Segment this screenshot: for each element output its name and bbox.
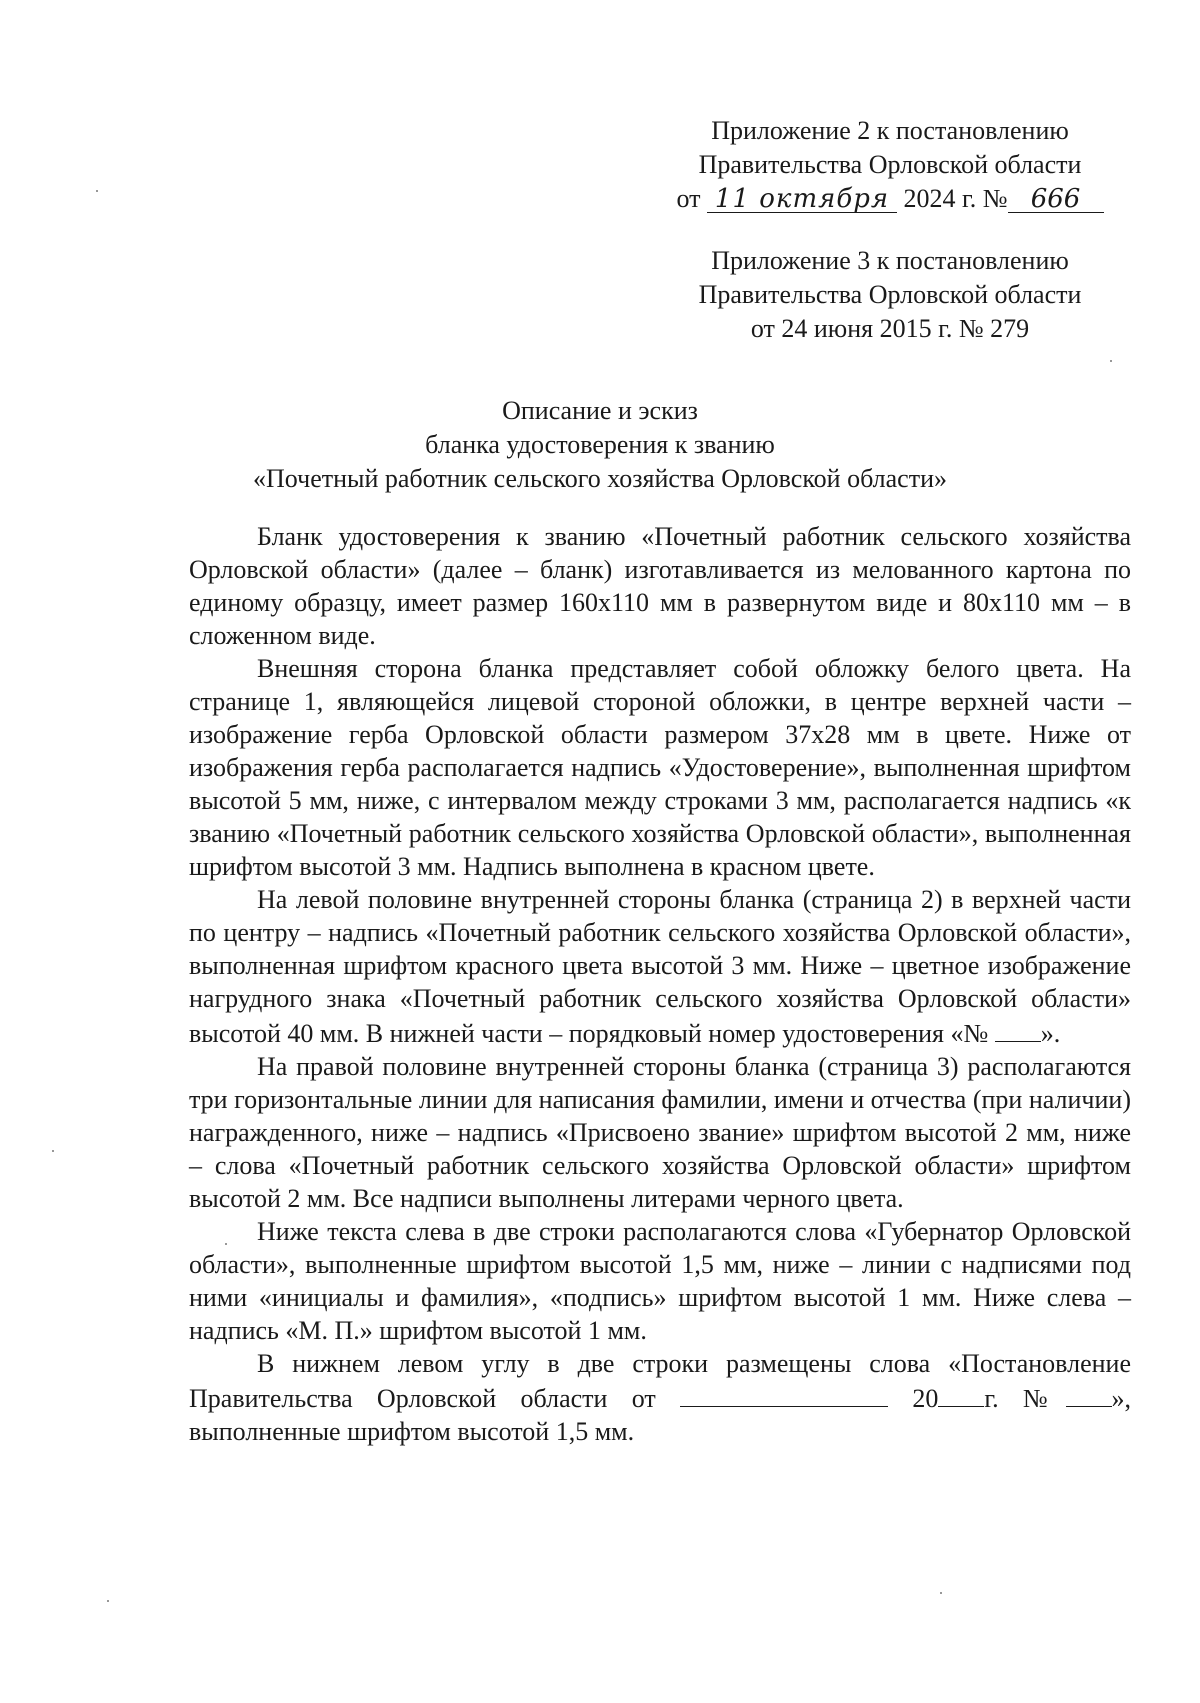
paragraph-2: Внешняя сторона бланка представляет собой обложку белого цвета. На странице 1, являющейся лицевой стороной обложки, в центре верхней части – изображение герба Орловской области размером 37х28 мм в цвете. Ниже от изображения герба располагается надпись «Удостоверение», выполненная шрифтом высотой 5 мм, ниже, с интервалом между строками 3 мм, располагается надпись «к званию «Почетный работник сельского хозяйства Орловской области», выполненная шрифтом высотой 3 мм. Надпись выполнена в красном цвете. xyxy=(189,654,1131,881)
scan-speck xyxy=(96,190,98,192)
appendix-3-line3: от 24 июня 2015 г. № 279 xyxy=(750,314,1030,343)
scan-speck xyxy=(52,1150,54,1152)
paragraph-6-end: », выполненные шрифтом высотой 1,5 мм. xyxy=(189,1384,1132,1446)
paragraph-6-year: 20 xyxy=(912,1384,939,1413)
appendix-3-line1: Приложение 3 к постановлению xyxy=(711,246,1069,275)
paragraph-3-end: ». xyxy=(1040,1019,1061,1048)
appendix-2-date-line xyxy=(660,182,1120,216)
document-title xyxy=(150,394,1050,496)
paragraph-6-text: В нижнем левом углу в две строки размещены слова «Постановление Правительства Орловской области от xyxy=(189,1349,1131,1413)
appendix-3-line2: Правительства Орловской области xyxy=(698,280,1082,309)
document-body xyxy=(189,520,1131,1448)
appendix-2-header xyxy=(660,114,1120,216)
paragraph-1: Бланк удостоверения к званию «Почетный работник сельского хозяйства Орловской области» (далее – бланк) изготавливается из мелованного картона по единому образцу, имеет размер 160х110 мм в развернутом виде и 80х110 мм – в сложенном виде. xyxy=(189,522,1131,650)
year-text: 2024 г. № xyxy=(903,184,1008,213)
appendix-2-line1: Приложение 2 к постановлению xyxy=(711,116,1069,145)
appendix-3-header xyxy=(660,244,1120,346)
year-blank-line xyxy=(938,1380,984,1407)
appendix-2-line2: Правительства Орловской области xyxy=(698,150,1082,179)
resolution-number-blank-line xyxy=(1066,1380,1112,1407)
number-blank-line xyxy=(995,1015,1041,1042)
scan-speck xyxy=(940,1592,942,1594)
scan-speck xyxy=(107,1600,109,1602)
title-line3: «Почетный работник сельского хозяйства Орловской области» xyxy=(253,464,947,493)
title-line2: бланка удостоверения к званию xyxy=(425,430,775,459)
paragraph-6-num: г. № xyxy=(984,1384,1066,1413)
title-line1: Описание и эскиз xyxy=(502,396,698,425)
date-blank-line xyxy=(680,1380,888,1407)
date-prefix: от xyxy=(676,184,701,213)
handwritten-date: 11 октября xyxy=(707,186,897,213)
paragraph-3-text: На левой половине внутренней стороны бланка (страница 2) в верхней части по центру – надпись «Почетный работник сельского хозяйства Орловской области», выполненная шрифтом красного цвета высотой 3 мм. Ниже – цветное изображение нагрудного знака «Почетный работник сельского хозяйства Орловской области» высотой 40 мм. В нижней части – порядковый номер удостоверения «№ xyxy=(189,885,1131,1048)
paragraph-3 xyxy=(189,883,1131,1050)
paragraph-6 xyxy=(189,1347,1131,1448)
scan-speck xyxy=(225,1243,227,1245)
paragraph-5: Ниже текста слева в две строки располагаются слова «Губернатор Орловской области», выполненные шрифтом высотой 1,5 мм, ниже – линии с надписями под ними «инициалы и фамилия», «подпись» шрифтом высотой 1 мм. Ниже слева – надпись «М. П.» шрифтом высотой 1 мм. xyxy=(189,1217,1131,1345)
paragraph-4: На правой половине внутренней стороны бланка (страница 3) располагаются три горизонтальные линии для написания фамилии, имени и отчества (при наличии) награжденного, ниже – надпись «Присвоено звание» шрифтом высотой 2 мм, ниже – слова «Почетный работник сельского хозяйства Орловской области» шрифтом высотой 2 мм. Все надписи выполнены литерами черного цвета. xyxy=(189,1052,1131,1213)
handwritten-number: 666 xyxy=(1008,186,1104,213)
scan-speck xyxy=(1110,360,1112,362)
